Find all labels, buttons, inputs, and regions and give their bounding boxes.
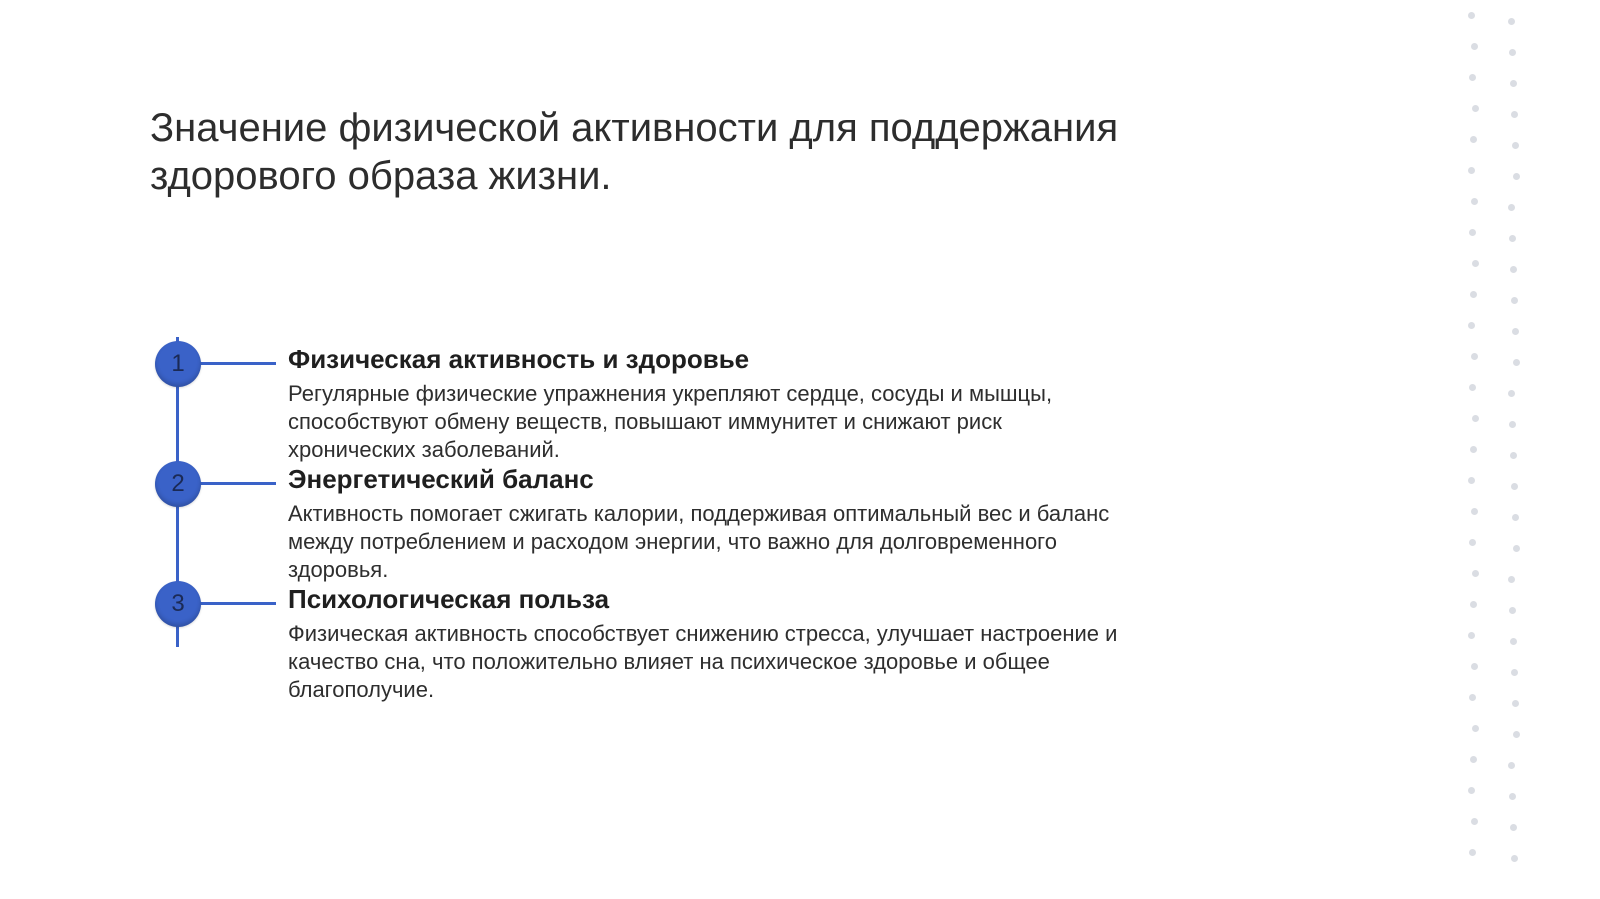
decor-dot: [1470, 601, 1477, 608]
decor-dot: [1468, 632, 1475, 639]
decor-dot: [1511, 483, 1518, 490]
decor-dot: [1511, 297, 1518, 304]
decor-dot: [1469, 229, 1476, 236]
decor-dot: [1510, 80, 1517, 87]
decor-dot: [1468, 12, 1475, 19]
decor-dot: [1508, 390, 1515, 397]
decor-dot: [1472, 260, 1479, 267]
step-number-badge-1: 1: [155, 341, 201, 387]
step-heading-3: Психологическая польза: [288, 584, 610, 614]
decor-dot: [1512, 700, 1519, 707]
decor-dot: [1470, 291, 1477, 298]
decor-dot: [1469, 849, 1476, 856]
decor-dot: [1468, 167, 1475, 174]
decor-dot: [1469, 384, 1476, 391]
decor-dot: [1468, 322, 1475, 329]
decor-dot: [1508, 18, 1515, 25]
decor-dot: [1513, 731, 1520, 738]
step-heading-1: Физическая активность и здоровье: [288, 344, 750, 374]
decor-dot: [1509, 49, 1516, 56]
decor-dot: [1510, 824, 1517, 831]
decorative-dot-column: [1462, 0, 1542, 899]
decor-dot: [1470, 756, 1477, 763]
decor-dot: [1509, 421, 1516, 428]
step-number-badge-3: 3: [155, 581, 201, 627]
decor-dot: [1512, 514, 1519, 521]
decor-dot: [1508, 204, 1515, 211]
step-heading-2: Энергетический баланс: [288, 464, 594, 494]
step-description-3: Физическая активность способствует снижению стресса, улучшает настроение и качество сна, что положительно влияет на психическое здоровье и общее благополучие.: [288, 621, 1118, 702]
decor-dot: [1512, 328, 1519, 335]
decor-dot: [1513, 545, 1520, 552]
decor-dot: [1469, 539, 1476, 546]
decor-dot: [1471, 43, 1478, 50]
decor-dot: [1469, 74, 1476, 81]
decor-dot: [1511, 855, 1518, 862]
decor-dot: [1513, 359, 1520, 366]
decor-dot: [1509, 607, 1516, 614]
decor-dot: [1513, 173, 1520, 180]
decor-dot: [1472, 570, 1479, 577]
decor-dot: [1468, 477, 1475, 484]
decor-dot: [1472, 725, 1479, 732]
slide-title: Значение физической активности для поддержания здорового образа жизни.: [150, 106, 1119, 198]
decor-dot: [1468, 787, 1475, 794]
decor-dot: [1508, 576, 1515, 583]
decor-dot: [1472, 415, 1479, 422]
decor-dot: [1469, 694, 1476, 701]
decor-dot: [1511, 111, 1518, 118]
decor-dot: [1512, 142, 1519, 149]
decor-dot: [1508, 762, 1515, 769]
decor-dot: [1509, 235, 1516, 242]
decor-dot: [1509, 793, 1516, 800]
step-number-badge-2: 2: [155, 461, 201, 507]
decor-dot: [1472, 105, 1479, 112]
decor-dot: [1471, 508, 1478, 515]
decor-dot: [1511, 669, 1518, 676]
decor-dot: [1510, 638, 1517, 645]
decor-dot: [1470, 446, 1477, 453]
decor-dot: [1471, 663, 1478, 670]
decor-dot: [1471, 353, 1478, 360]
step-description-2: Активность помогает сжигать калории, поддерживая оптимальный вес и баланс между потреблением и расходом энергии, что важно для долговременного здоровья.: [288, 501, 1110, 582]
decor-dot: [1510, 452, 1517, 459]
decor-dot: [1470, 136, 1477, 143]
decor-dot: [1510, 266, 1517, 273]
decor-dot: [1471, 198, 1478, 205]
step-description-1: Регулярные физические упражнения укрепляют сердце, сосуды и мышцы, способствуют обмену веществ, повышают иммунитет и снижают риск хронических заболеваний.: [288, 381, 1053, 462]
decor-dot: [1471, 818, 1478, 825]
